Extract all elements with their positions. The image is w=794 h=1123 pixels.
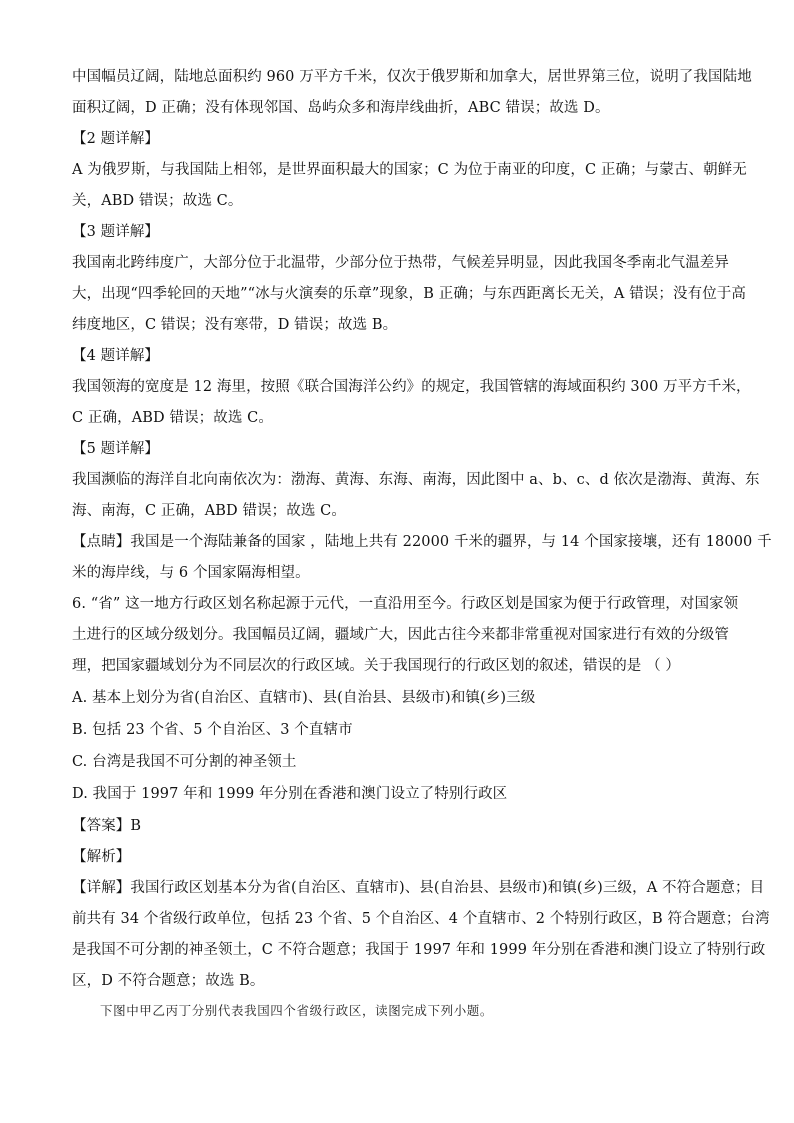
question-stem: 理，把国家疆域划分为不同层次的行政区域。关于我国现行的行政区划的叙述，错误的是 （ ） [72,658,681,674]
text-line: 面积辽阔，D 正确；没有体现邻国、岛屿众多和海岸线曲折，ABC 错误；故选 D。 [72,100,610,116]
explanation-line: 【详解】我国行政区划基本分为省(自治区、直辖市)、县(自治县、县级市)和镇(乡)三级，A 不符合题意；目 [72,880,765,896]
question-stem: 6. “省” 这一地方行政区划名称起源于元代，一直沿用至今。行政区划是国家为便于行政管理，对国家领 [72,596,739,612]
tip-line: 【点睛】我国是一个海陆兼备的国家 ，陆地上共有 22000 千米的疆界，与 14 个国家接壤，还有 18000 千 [72,534,772,550]
text-line: 我国领海的宽度是 12 海里，按照《联合国海洋公约》的规定，我国管辖的海域面积约 300 万平方千米， [72,379,751,395]
explanation-line: 是我国不可分割的神圣领土，C 不符合题意；我国于 1997 年和 1999 年分别在香港和澳门设立了特别行政 [72,942,766,958]
section-heading: 【4 题详解】 [72,348,160,364]
analysis-label: 【解析】 [72,849,131,865]
explanation-line: 前共有 34 个省级行政单位，包括 23 个省、5 个自治区、4 个直辖市、2 个特别行政区，B 符合题意；台湾 [72,911,770,927]
option-b: B. 包括 23 个省、5 个自治区、3 个直辖市 [72,722,353,738]
text-line: 中国幅员辽阔，陆地总面积约 960 万平方千米，仅次于俄罗斯和加拿大，居世界第三位，说明了我国陆地 [72,69,752,85]
text-line: 关，ABD 错误；故选 C。 [72,193,243,209]
text-line: A 为俄罗斯，与我国陆上相邻，是世界面积最大的国家；C 为位于南亚的印度，C 正确；与蒙古、朝鲜无 [72,162,747,178]
explanation-line: 区，D 不符合题意；故选 B。 [72,973,265,989]
text-line: 大，出现“四季轮回的天地”“冰与火演奏的乐章”现象，B 正确；与东西距离长无关，A 错误；没有位于高 [72,286,746,302]
option-d: D. 我国于 1997 年和 1999 年分别在香港和澳门设立了特别行政区 [72,786,508,802]
section-heading: 【2 题详解】 [72,131,160,147]
text-line: 我国濒临的海洋自北向南依次为：渤海、黄海、东海、南海，因此图中 a、b、c、d 依次是渤海、黄海、东 [72,472,760,488]
figure-caption: 下图中甲乙丙丁分别代表我国四个省级行政区，读图完成下列小题。 [100,1003,494,1018]
option-a: A. 基本上划分为省(自治区、直辖市)、县(自治县、县级市)和镇(乡)三级 [72,690,536,706]
section-heading: 【3 题详解】 [72,224,160,240]
text-line: 海、南海，C 正确，ABD 错误；故选 C。 [72,503,346,519]
text-line: 我国南北跨纬度广，大部分位于北温带，少部分位于热带，气候差异明显，因此我国冬季南北气温差异 [72,255,729,271]
answer-label: 【答案】B [72,818,142,834]
question-stem: 土进行的区域分级划分。我国幅员辽阔，疆域广大，因此古往今来都非常重视对国家进行有效的分级管 [72,627,729,643]
text-line: C 正确，ABD 错误；故选 C。 [72,410,273,426]
section-heading: 【5 题详解】 [72,441,160,457]
text-line: 米的海岸线，与 6 个国家隔海相望。 [72,565,310,581]
text-line: 纬度地区，C 错误；没有寒带，D 错误；故选 B。 [72,317,398,333]
option-c: C. 台湾是我国不可分割的神圣领土 [72,754,297,770]
